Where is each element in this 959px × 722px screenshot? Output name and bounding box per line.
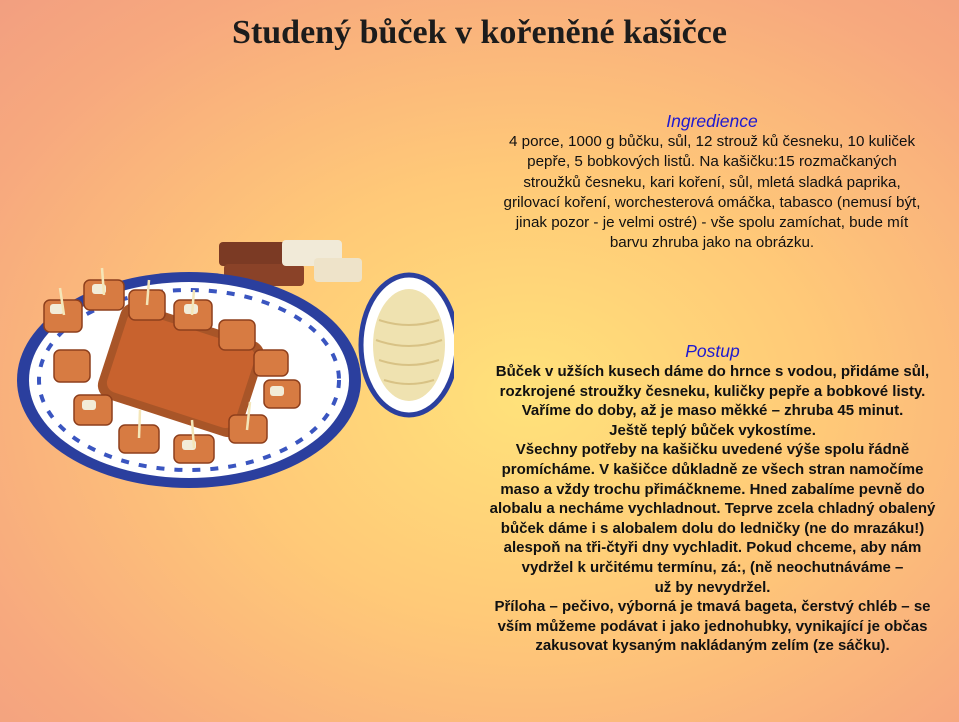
ingredients-line: grilovací koření, worchesterová omáčka, tabasco (nemusí být, — [503, 193, 921, 211]
ingredients-line: barvu zhruba jako na obrázku. — [609, 234, 815, 252]
method-line: bůček dáme i s alobalem dolu do ledničky (ne do mrazáku!) — [500, 519, 925, 537]
cabbage-bowl — [361, 275, 454, 415]
method-line: Bůček v užších kusech dáme do hrnce s vodou, přidáme sůl, — [495, 363, 930, 380]
method-line: Příloha – pečivo, výborná je tmavá bageta, čerstvý chléb – se — [494, 598, 931, 616]
ingredients-section — [462, 110, 959, 254]
method-heading: Postup — [685, 341, 740, 361]
method-line: vším můžeme podávat i jako jednohubky, vynikající je občas — [497, 617, 928, 635]
page-title: Studený bůček v kořeněné kašičce — [232, 14, 727, 51]
method-line: zakusovat kysaným nakládaným zelím (ze sáčku). — [535, 637, 890, 655]
method-line: promícháme. V kašičce důkladně ze všech stran namočíme — [501, 460, 924, 478]
method-line: Všechny potřeby na kašičku uvedené výše spolu řádně — [515, 441, 910, 459]
method-line: vydržel k určitému termínu, zá:, (ně neochutnáváme – — [521, 558, 904, 576]
method-line: maso a vždy trochu přimáčkneme. Hned zabalíme pevně do — [500, 480, 925, 498]
ingredients-line: pepře, 5 bobkových listů. Na kašičku:15 rozmačkaných — [527, 153, 897, 171]
ingredients-line: jinak pozor - je velmi ostré) - vše spolu zamíchat, bude mít — [515, 214, 909, 232]
method-line: Ještě teplý bůček vykostíme. — [609, 421, 816, 439]
dish-photo-icon — [14, 240, 454, 490]
ingredients-heading: Ingredience — [666, 111, 758, 131]
method-line: alespoň na tři-čtyři dny vychladit. Pokud chceme, aby nám — [503, 539, 922, 557]
ingredients-line: stroužků česneku, kari koření, sůl, mletá sladká paprika, — [523, 173, 901, 191]
method-section — [460, 340, 959, 656]
method-line: už by nevydržel. — [654, 578, 771, 596]
method-line: rozkrojené stroužky česneku, kuličky pepře a bobkové listy. — [499, 382, 926, 400]
ingredients-line: 4 porce, 1000 g bůčku, sůl, 12 strouž ků česneku, 10 kuliček — [508, 133, 916, 150]
method-line: Vaříme do doby, až je maso měkké – zhruba 45 minut. — [521, 402, 904, 420]
method-line: alobalu a necháme vychladnout. Teprve zcela chladný obalený — [489, 500, 936, 518]
